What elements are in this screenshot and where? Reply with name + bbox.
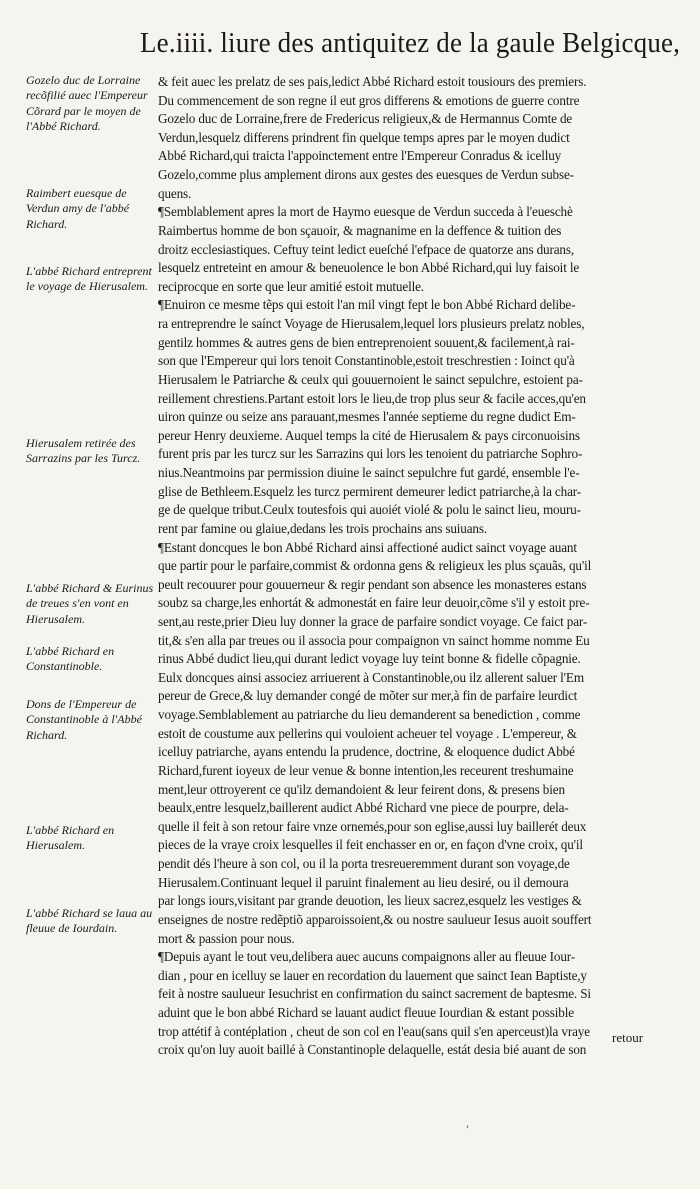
text-line: ¶Depuis ayant le tout veu,delibera auec aucuns compaignons aller au fleuue Iour- (158, 949, 576, 965)
running-header: Le.iiii. liure des antiquitez de la gaule Belgicque, (140, 28, 681, 59)
text-line: enseignes de nostre redẽptiõ apparoissoient,& ou nostre saulueur Iesus auoit souffert (158, 911, 592, 927)
text-line: Richard,furent ioyeux de leur venue & bonne intention,les receurent treshumaine (158, 762, 574, 778)
text-line: lesquelz entreteint en amour & beneuolence le bon Abbé Richard,qui luy faisoit le (158, 260, 580, 276)
text-line: ment,leur ottroyerent ce qu'ilz demandoient & leur feirent dons, & presens bien (158, 781, 565, 797)
text-line: aduint que le bon abbé Richard se lauant audict fleuue Iourdian & estant possible (158, 1005, 574, 1020)
text-line: pendit dés l'heure à son col, ou il la porta tresreueremment durant son voyage,de (158, 856, 570, 872)
text-line: Abbé Richard,qui traicta l'appoinctement entre l'Empereur Conradus & icelluy (158, 148, 562, 164)
text-line: beaulx,entre lesquelz,baillerent audict Abbé Richard vne piece de pourpre, dela- (158, 800, 569, 816)
text-line: ¶Semblablement apres la mort de Haymo euesque de Verdun succeda à l'eueschè (158, 204, 573, 220)
text-line: pieces de la vraye croix lesquelles il feit enchasser en or, en façon d'vne croix, qu'il (158, 837, 583, 853)
text-line: uiron quinze ou seize ans parauant,mesmes l'année septieme du regne dudict Em- (158, 409, 576, 425)
margin-note-voyage: L'abbé Richard entreprent le voyage de Hierusalem. (26, 264, 152, 294)
text-line: croix qu'on luy auoit baillé à Constantinople delaquelle, estát desia bié auant de son (158, 1042, 587, 1058)
text-line: ¶Estant doncques le bon Abbé Richard ainsi affectioné audict sainct voyage auant (158, 539, 577, 555)
text-line: dian , pour en icelluy se lauer en recordation du lauement que sainct Iean Baptiste,y (158, 967, 587, 983)
text-line: mort & passion pour nous. (158, 930, 295, 946)
text-line: que partir pour le parfaire,commist & ordonna gens & religieux les plus sçauãs, qu'il (158, 558, 592, 574)
text-line: Hierusalem le Patriarche & ceulx qui gouuernoient le sainct sepulchre, estoient pa- (158, 371, 583, 387)
margin-note-hierusalem: Hierusalem retirée des Sarrazins par les Turcz. (26, 436, 141, 466)
text-line: tit,& s'en alla par treues ou il associa pour compaignon vn sainct homme nomme Eu (158, 632, 590, 648)
text-line: soubz sa charge,les enhortát & admonestát en faire leur deuoir,cõme s'il y estoit pre- (158, 595, 590, 611)
text-line: droitz ecclesiastiques. Ceftuy teint ledict eueſché l'efpace de quatorze ans durans, (158, 241, 574, 257)
text-line: quens. (158, 185, 192, 201)
text-line: pereur Henry deuxieme. Auquel temps la cité de Hierusalem & pays circonuoisins (158, 427, 580, 443)
text-line: ra entreprendre le saínct Voyage de Hierusalem,lequel lors plusieurs prelatz nobles, (158, 316, 585, 332)
text-line: peult recouurer pour gouuerneur & regir pendant son absence les monasteres estans (158, 576, 587, 592)
text-line: Du commencement de son regne il eut gros differens & emotions de guerre contre (158, 92, 580, 108)
text-line: sent,au reste,prier Dieu luy donner la grace de parfaire sondict voyage. Ce faict par- (158, 613, 588, 629)
margin-note-eurinus: L'abbé Richard & Eurinus de treues s'en vont en Hierusalem. (26, 581, 154, 626)
text-line: Gozelo,comme plus amplement dirons aux gestes des euesques de Verdun subse- (158, 167, 574, 183)
text-line: furent pris par les turcz sur les Sarrazins qui lors les tenoient du patriarche Sophro- (158, 446, 583, 462)
text-line: par longs iours,visitant par grande deuotion, les lieux sacrez,esquelz les vestiges & (158, 893, 582, 909)
text-line: reciprocque en sorte que leur amitié estoit mutuelle. (158, 278, 424, 294)
text-line: glise de Bethleem.Esquelz les turcz permirent demeurer ledict patriarche,à la char- (158, 483, 581, 499)
text-line: trop attétif à contéplation , cheut de son col en l'eau(sans quil s'en aperceust)la vraye (158, 1023, 590, 1039)
text-line: & feit auec les prelatz de ses pais,ledict Abbé Richard estoit tousiours des premiers. (158, 74, 587, 89)
text-line: nius.Neantmoins par permission diuine le sainct sepulchre fut gardé, ensemble l'e- (158, 465, 580, 481)
text-line: estoit de coustume aux pellerins qui vouloient acheuer tel voyage . L'empereur, & (158, 725, 577, 741)
margin-note-iourdain: L'abbé Richard se laua au fleuue de Iourdain. (26, 906, 153, 936)
text-line: Hierusalem.Continuant lequel il paruint finalement au lieu desiré, ou il demoura (158, 874, 569, 890)
catchword: retour (612, 1030, 644, 1045)
text-line: Raimbertus homme de bon sçauoir, & magnanime en la deffence & tuition des (158, 222, 562, 238)
margin-note-en-hierusalem: L'abbé Richard en Hierusalem. (26, 823, 115, 853)
text-line: Eulx doncques ainsi associez arriuerent à Constantinoble,ou ilz allerent saluer l'Em (158, 669, 584, 685)
text-line: Verdun,lesquelz differens prindrent fin quelque temps apres par le moyen dudict (158, 129, 570, 145)
text-line: ge de quelque tribut.Ceulx toutesfois qui auoiét violé & polu le sainct lieu, mouru- (158, 502, 581, 518)
text-line: icelluy patriarche, ayans entendu la prudence, doctrine, & eloquence dudict Abbé (158, 744, 575, 760)
text-line: rent par famine ou glaiue,dedans les trois prochains ans suiuans. (158, 520, 488, 536)
text-line: feit à nostre saulueur Iesuchrist en confirmation du sainct sacrement de baptesme. Si (158, 986, 591, 1002)
text-line: quelle il feit à son retour faire vnze ornemés,pour son eglise,aussi luy baillerét deux (158, 818, 587, 834)
folio-mark: , (466, 1117, 470, 1130)
margin-note-constantinoble: L'abbé Richard en Constantinoble. (26, 644, 115, 674)
text-line: rinus Abbé dudict lieu,qui durant ledict voyage luy teint bonne & fidelle cõpagnie. (158, 651, 581, 667)
text-line: ¶Enuiron ce mesme tẽps qui estoit l'an mil vingt fept le bon Abbé Richard delibe- (158, 297, 576, 313)
margin-note-gozelo: Gozelo duc de Lorraine recõfilié auec l'Empereur Cõrard par le moyen de l'Abbé Richard. (26, 73, 148, 134)
margin-note-dons: Dons de l'Empereur de Constantinoble à l'Abbé Richard. (26, 697, 142, 742)
text-line: reillement chrestiens.Partant estoit lors le lieu,de trop plus seur & facile acces,qu'en (158, 390, 586, 406)
text-line: son que l'Empereur qui lors tenoit Constantinoble,estoit treschrestien : Ioinct qu'à (158, 353, 575, 369)
text-line: pereur de Grece,& luy demander congé de mõter sur mer,à fin de parfaire leurdict (158, 688, 578, 704)
text-line: voyage.Semblablement au patriarche du lieu demanderent sa benediction , comme (158, 707, 581, 723)
text-line: Gozelo duc de Lorraine,frere de Fredericus religieux,& de Hermannus Comte de (158, 111, 573, 127)
text-line: gentilz hommes & autres gens de bien entreprenoient souuent,& facilement,à rai- (158, 334, 575, 350)
margin-note-raimbert: Raimbert euesque de Verdun amy de l'abbé Richard. (26, 186, 130, 231)
